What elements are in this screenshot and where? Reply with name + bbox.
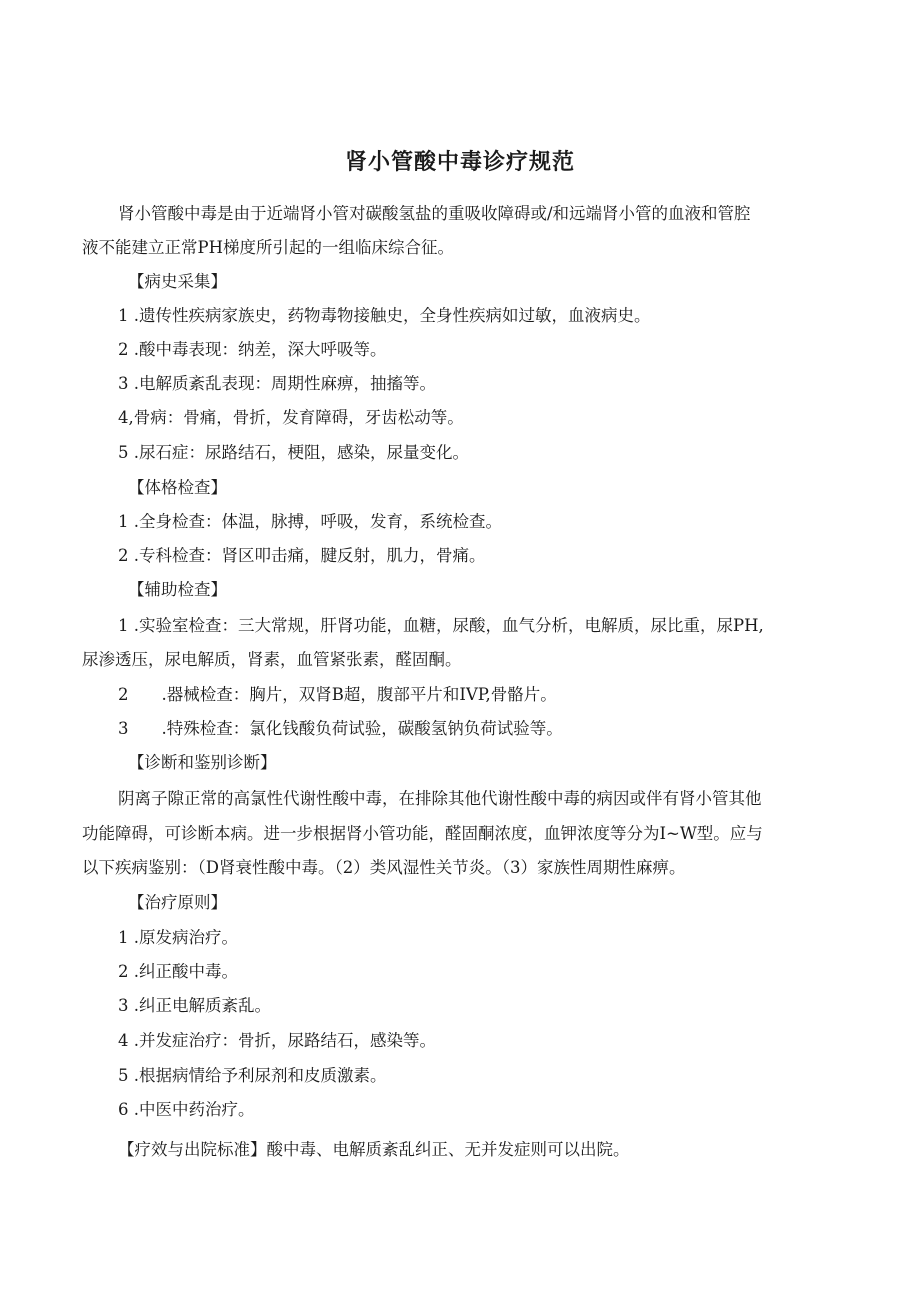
physical-exam-item: 2 .专科检查：肾区叩击痛，腱反射，肌力，骨痛。 [118, 546, 486, 565]
history-item: 3 .电解质紊乱表现：周期性麻痹，抽搐等。 [118, 374, 436, 393]
treatment-item: 1 .原发病治疗。 [118, 928, 238, 947]
auxiliary-exam-item: 3 .特殊检查：氯化钱酸负荷试验，碳酸氢钠负荷试验等。 [118, 719, 563, 738]
auxiliary-exam-item-continuation: 尿渗透压，尿电解质，肾素，血管紧张素，醛固酮。 [82, 650, 462, 669]
section-heading-diagnosis: 【诊断和鉴别诊断】 [128, 753, 277, 772]
treatment-item: 4 .并发症治疗：骨折，尿路结石，感染等。 [118, 1031, 436, 1050]
history-item: 1 .遗传性疾病家族史，药物毒物接触史，全身性疾病如过敏，血液病史。 [118, 306, 651, 325]
section-heading-history: 【病史采集】 [128, 272, 227, 291]
history-item: 2 .酸中毒表现：纳差，深大呼吸等。 [118, 340, 387, 359]
history-item: 5 .尿石症：尿路结石，梗阻，感染，尿量变化。 [118, 443, 469, 462]
treatment-item: 5 .根据病情给予利尿剂和皮质激素。 [118, 1066, 387, 1085]
document-title: 肾小管酸中毒诊疗规范 [344, 150, 575, 175]
treatment-item: 3 .纠正电解质紊乱。 [118, 996, 271, 1015]
auxiliary-exam-item: 2 .器械检查：胸片，双肾B超，腹部平片和IVP,骨骼片。 [118, 685, 557, 704]
treatment-item: 2 .纠正酸中毒。 [118, 962, 238, 981]
section-heading-auxiliary-exam: 【辅助检查】 [128, 580, 227, 599]
section-heading-discharge: 【疗效与出院标准】 [118, 1140, 267, 1159]
physical-exam-item: 1 .全身检查：体温，脉搏，呼吸，发育，系统检查。 [118, 512, 502, 531]
discharge-text: 酸中毒、电解质紊乱纠正、无并发症则可以出院。 [266, 1140, 630, 1159]
history-item: 4,骨病：骨痛，骨折，发育障碍，牙齿松动等。 [118, 408, 464, 427]
intro-line: 液不能建立正常PH梯度所引起的一组临床综合征。 [82, 238, 454, 257]
discharge-line [118, 1140, 630, 1160]
section-heading-physical-exam: 【体格检查】 [128, 478, 227, 497]
diagnosis-line: 阴离子隙正常的高氯性代谢性酸中毒，在排除其他代谢性酸中毒的病因或伴有肾小管其他 [118, 789, 762, 808]
auxiliary-exam-item: 1 .实验室检查：三大常规，肝肾功能，血糖，尿酸，血气分析，电解质，尿比重，尿PH, [118, 616, 764, 635]
section-heading-treatment: 【治疗原则】 [128, 893, 227, 912]
diagnosis-line: 功能障碍，可诊断本病。进一步根据肾小管功能，醛固酮浓度，血钾浓度等分为I~W型。应与 [82, 824, 763, 843]
treatment-item: 6 .中医中药治疗。 [118, 1100, 255, 1119]
intro-line: 肾小管酸中毒是由于近端肾小管对碳酸氢盐的重吸收障碍或/和远端肾小管的血液和管腔 [118, 204, 751, 223]
diagnosis-line: 以下疾病鉴别：（D肾衰性酸中毒。（2）类风湿性关节炎。（3）家族性周期性麻痹。 [82, 858, 686, 877]
